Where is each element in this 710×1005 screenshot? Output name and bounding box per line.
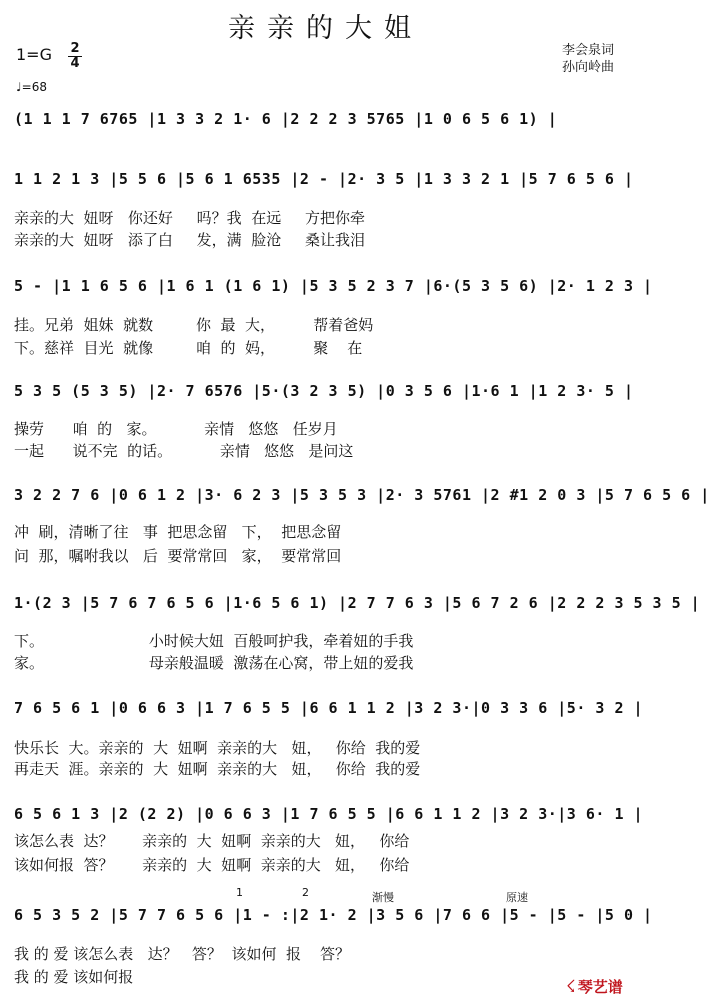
lyric-line-2-verse-1: 亲亲的大 妞呀 你还好 吗？我 在远 方把你牵 xyxy=(14,209,366,227)
lyric-line-4-verse-1: 操劳 咱 的 家。 亲情 悠悠 任岁月 xyxy=(14,420,338,438)
notation-line-6: 1·(2 3 |5 7 6 7 6 5 6 |1·6 5 6 1) |2 7 7 6 3 |5 6 7 2 6 |2 2 2 3 5 3 5 | xyxy=(14,594,701,612)
lyricist: 李会泉词 xyxy=(562,43,615,58)
notation-line-4: 5 3 5 (5 3 5) |2· 7 6576 |5·(3 2 3 5) |0 3 5 6 |1·6 1 |1 2 3· 5 | xyxy=(14,382,634,400)
lyric-line-6-verse-1: 下。 小时候大妞 百般呵护我，牵着妞的手我 xyxy=(14,632,414,650)
lyric-line-9-verse-1: 我 的 爱 该怎么表 达？ 答？ 该如何 报 答？ xyxy=(14,945,351,963)
lyric-line-9-verse-2: 我 的 爱 该如何报 xyxy=(14,968,134,986)
tempo-marking: ♩=68 xyxy=(16,80,47,94)
notation-line-3: 5 - |1 1 6 5 6 |1 6 1 (1 6 1) |5 3 5 2 3 7 |6·(5 3 5 6) |2· 1 2 3 | xyxy=(14,277,653,295)
notation-line-5: 3 2 2 7 6 |0 6 1 2 |3· 6 2 3 |5 3 5 3 |2· 3 5761 |2 #1 2 0 3 |5 7 6 5 6 | xyxy=(14,486,710,504)
notation-line-8: 6 5 6 1 3 |2 (2 2) |0 6 6 3 |1 7 6 5 5 |6 6 1 1 2 |3 2 3·|3 6· 1 | xyxy=(14,805,644,823)
key-signature: 1=G xyxy=(16,45,52,64)
lyric-line-3-verse-1: 挂。兄弟 姐妹 就数 你 最 大， 帮着爸妈 xyxy=(14,316,374,334)
lyric-line-2-verse-2: 亲亲的大 妞呀 添了白 发，满 脸沧 桑让我泪 xyxy=(14,231,366,249)
time-signature-top: 2 xyxy=(70,41,80,56)
logo-text: 琴艺谱 xyxy=(577,978,623,996)
song-title: 亲亲的大姐 xyxy=(228,13,423,44)
logo-icon: ☇ xyxy=(566,977,576,997)
notation-line-9: 6 5 3 5 2 |5 7 7 6 5 6 |1 - :|2 1· 2 |3 5 6 |7 6 6 |5 - |5 - |5 0 | xyxy=(14,906,653,924)
time-signature xyxy=(68,42,82,71)
lyric-line-8-verse-2: 该如何报 答？ 亲亲的 大 妞啊 亲亲的大 妞， 你给 xyxy=(14,856,410,874)
site-logo xyxy=(566,976,623,997)
lyric-line-7-verse-2: 再走天 涯。亲亲的 大 妞啊 亲亲的大 妞， 你给 我的爱 xyxy=(14,760,421,778)
ending-1-label: 1 xyxy=(236,886,243,899)
lyric-line-4-verse-2: 一起 说不完 的话。 亲情 悠悠 是问这 xyxy=(14,442,354,460)
lyric-line-8-verse-1: 该怎么表 达？ 亲亲的 大 妞啊 亲亲的大 妞， 你给 xyxy=(14,832,410,850)
ending-2-label: 2 xyxy=(302,886,309,899)
lyric-line-3-verse-2: 下。慈祥 目光 就像 咱 的 妈， 聚 在 xyxy=(14,339,363,357)
lyric-line-5-verse-1: 冲 刷，清晰了往 事 把思念留 下， 把思念留 xyxy=(14,523,342,541)
time-signature-bottom: 4 xyxy=(68,56,82,71)
ritardando-marking: 渐慢 xyxy=(372,891,394,904)
composer: 孙向岭曲 xyxy=(562,60,615,75)
notation-line-1: (1 1 1 7 6765 |1 3 3 2 1· 6 |2 2 2 3 5765 |1 0 6 5 6 1) | xyxy=(14,110,558,128)
credits xyxy=(562,42,614,76)
notation-line-2: 1 1 2 1 3 |5 5 6 |5 6 1 6535 |2 - |2· 3 5 |1 3 3 2 1 |5 7 6 5 6 | xyxy=(14,170,634,188)
lyric-line-5-verse-2: 问 那，嘱咐我以 后 要常常回 家， 要常常回 xyxy=(14,547,342,565)
lyric-line-6-verse-2: 家。 母亲般温暖 激荡在心窝，带上妞的爱我 xyxy=(14,654,414,672)
lyric-line-7-verse-1: 快乐长 大。亲亲的 大 妞啊 亲亲的大 妞， 你给 我的爱 xyxy=(14,739,421,757)
a-tempo-marking: 原速 xyxy=(506,891,528,904)
notation-line-7: 7 6 5 6 1 |0 6 6 3 |1 7 6 5 5 |6 6 1 1 2 |3 2 3·|0 3 3 6 |5· 3 2 | xyxy=(14,699,644,717)
